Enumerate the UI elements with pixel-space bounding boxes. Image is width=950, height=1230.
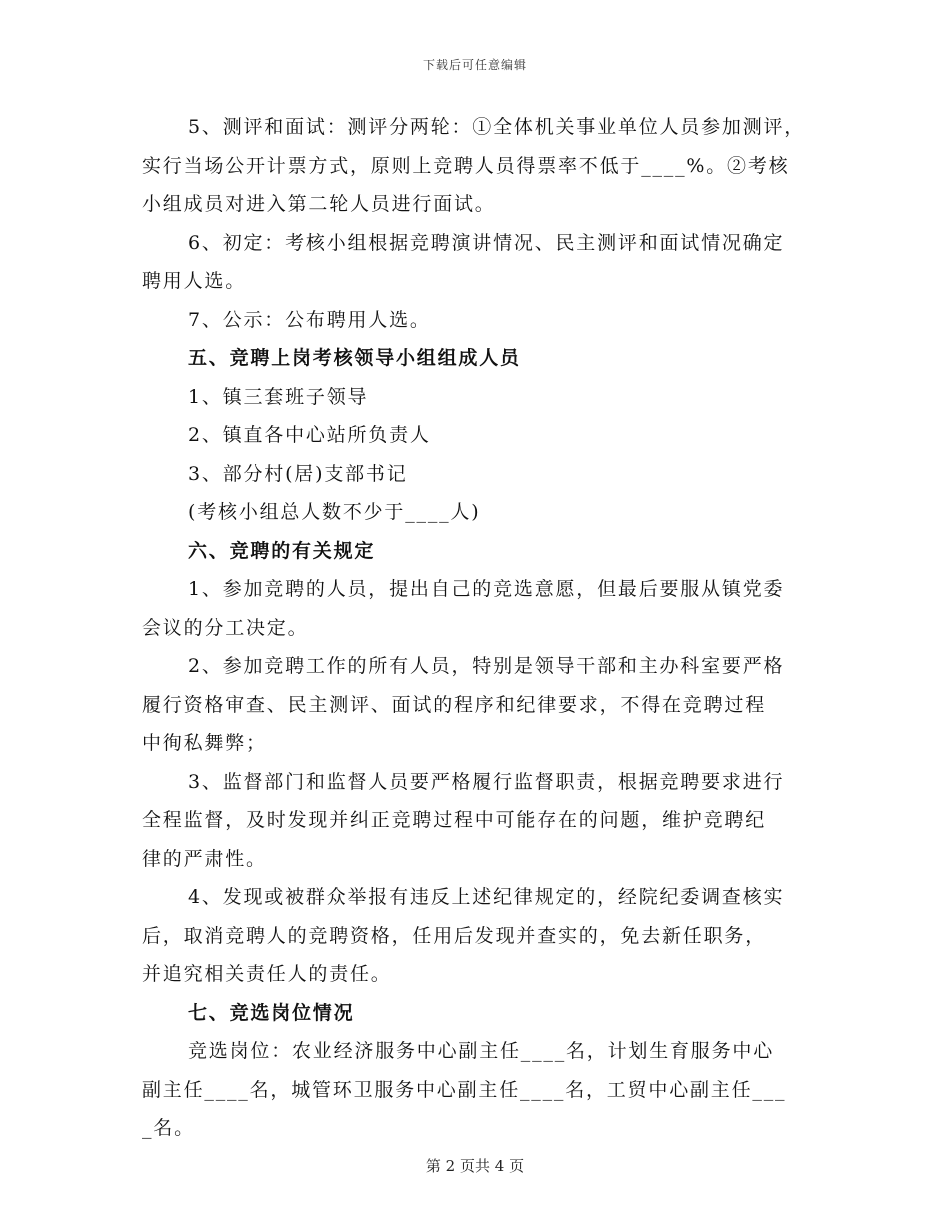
text-line: 并追究相关责任人的责任。 bbox=[142, 963, 392, 985]
section-heading: 六、竞聘的有关规定 bbox=[188, 539, 376, 562]
text-line: 4、发现或被群众举报有违反上述纪律规定的，经院纪委调查核实 bbox=[188, 886, 785, 908]
section-heading: 七、竞选岗位情况 bbox=[188, 1001, 355, 1024]
text-line: 6、初定：考核小组根据竞聘演讲情况、民主测评和面试情况确定 bbox=[188, 231, 785, 254]
document-body bbox=[142, 108, 822, 1148]
text-line: 2、参加竞聘工作的所有人员，特别是领导干部和主办科室要严格 bbox=[188, 655, 785, 677]
text-line: 会议的分工决定。 bbox=[142, 616, 309, 639]
text-line: 实行当场公开计票方式，原则上竞聘人员得票率不低于____%。②考核 bbox=[142, 154, 790, 177]
text-line: 7、公示：公布聘用人选。 bbox=[188, 308, 431, 331]
text-line: 1、参加竞聘的人员，提出自己的竞选意愿，但最后要服从镇党委 bbox=[188, 578, 785, 600]
text-line: 小组成员对进入第二轮人员进行面试。 bbox=[142, 193, 496, 215]
text-line: 3、监督部门和监督人员要严格履行监督职责，根据竞聘要求进行 bbox=[188, 770, 785, 793]
text-line: 履行资格审查、民主测评、面试的程序和纪律要求，不得在竞聘过程 bbox=[142, 693, 767, 716]
page-header: 下载后可任意编辑 bbox=[422, 58, 527, 72]
text-line: 5、测评和面试：测评分两轮：①全体机关事业单位人员参加测评， bbox=[188, 116, 806, 138]
text-line: 律的严肃性。 bbox=[142, 847, 267, 870]
text-line: _名。 bbox=[142, 1117, 195, 1139]
section-heading: 五、竞聘上岗考核领导小组组成人员 bbox=[188, 347, 521, 369]
text-line: 后，取消竞聘人的竞聘资格，任用后发现并查实的，免去新任职务， bbox=[142, 924, 767, 947]
page-footer: 第 2 页共 4 页 bbox=[425, 1157, 525, 1175]
text-line: 2、镇直各中心站所负责人 bbox=[188, 424, 431, 446]
text-line: 聘用人选。 bbox=[142, 270, 247, 292]
text-line: 中徇私舞弊； bbox=[142, 732, 267, 754]
text-line: 全程监督，及时发现并纠正竞聘过程中可能存在的问题，维护竞聘纪 bbox=[142, 809, 767, 831]
text-line: 副主任____名，城管环卫服务中心副主任____名，工贸中心副主任___ bbox=[142, 1078, 787, 1101]
text-line: 1、镇三套班子领导 bbox=[188, 385, 369, 408]
text-line: 竞选岗位：农业经济服务中心副主任____名，计划生育服务中心 bbox=[188, 1040, 775, 1062]
text-line: (考核小组总人数不少于____人) bbox=[188, 501, 481, 523]
text-line: 3、部分村(居)支部书记 bbox=[188, 462, 408, 485]
